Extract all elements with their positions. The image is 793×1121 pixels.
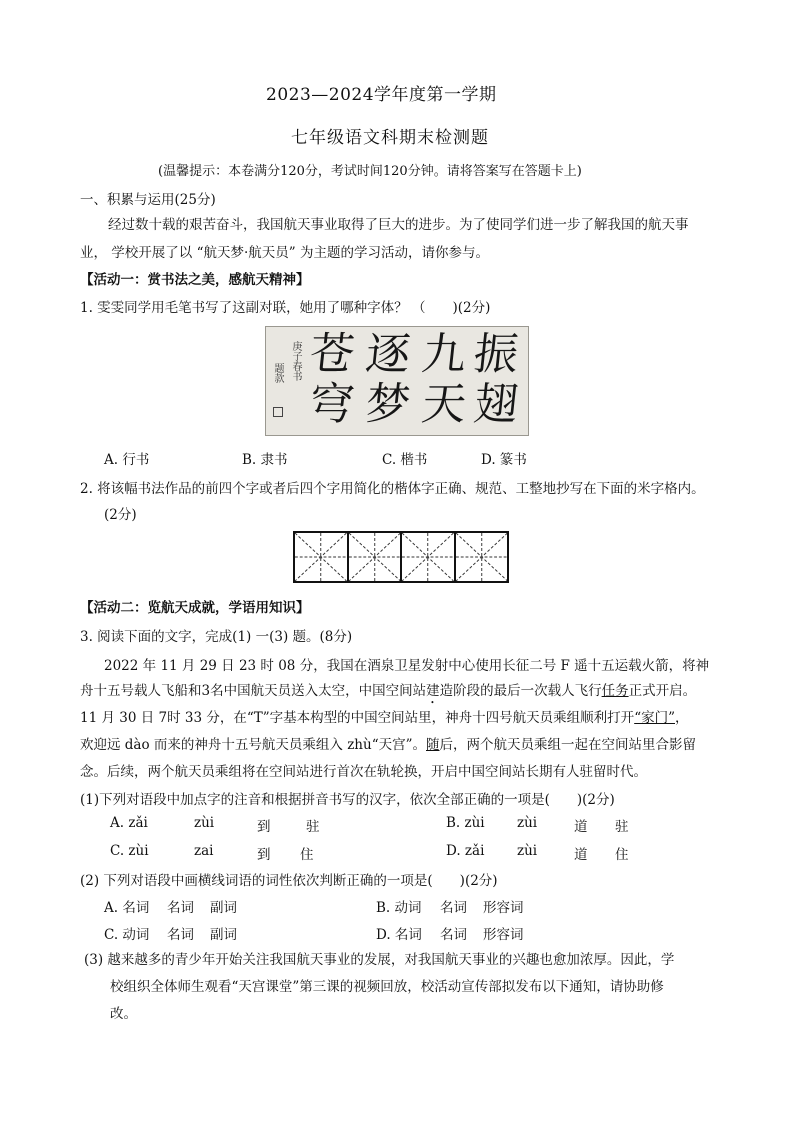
q1-option-a: A. 行书 bbox=[104, 452, 150, 468]
passage-line1: 2022 年 11 月 29 日 23 时 08 分，我国在酒泉卫星发射中心使用长征二号 F 遥十五运载火箭，将神 bbox=[104, 658, 710, 674]
passage-line3-a: 11 月 30 日 7时 33 分，在“T”字基本构型的中国空间站里，神舟十四号航天员乘组顺利打开 bbox=[80, 710, 635, 726]
section1-title: 一、积累与运用(25分) bbox=[80, 192, 216, 208]
mizi-cell bbox=[295, 533, 349, 581]
subquestion3-line1: (3) 越来越多的青少年开始关注我国航天事业的发展，对我国航天事业的兴趣也愈加浓厚。因此，学 bbox=[84, 952, 675, 968]
subquestion3-line3: 改。 bbox=[110, 1006, 137, 1022]
sub1-option-a-1: A. zǎi bbox=[110, 815, 148, 831]
exam-title-line2: 七年级语文科期末检测题 bbox=[291, 128, 489, 148]
sub2-option-a-3: 副词 bbox=[210, 900, 237, 916]
section1-intro-line1: 经过数十载的艰苦奋斗，我国航天事业取得了巨大的进步。为了使同学们进一步了解我国的航天事 bbox=[108, 217, 689, 233]
question2-line2: (2分) bbox=[104, 507, 137, 523]
mizi-cell bbox=[456, 533, 508, 581]
question1: 1. 雯雯同学用毛笔书写了这副对联，她用了哪种字体？ （ )(2分) bbox=[80, 300, 491, 316]
sub2-option-c-2: 名词 bbox=[167, 927, 194, 943]
mizi-cell bbox=[349, 533, 403, 581]
sub2-option-a-2: 名词 bbox=[167, 900, 194, 916]
calligraphy-char-1: 振 bbox=[471, 329, 521, 380]
sub1-option-a-2: zùi bbox=[194, 815, 215, 831]
sub1-option-b-4: 驻 bbox=[615, 819, 629, 835]
subquestion1: (1)下列对语段中加点字的注音和根据拼音书写的汉字，依次全部正确的一项是( )(2分) bbox=[80, 792, 615, 808]
calligraphy-inscription: 庚子春书 bbox=[290, 341, 301, 381]
sub1-option-d-1: D. zǎi bbox=[446, 843, 485, 859]
mizi-writing-grid bbox=[293, 531, 509, 583]
sub2-option-b-3: 形容词 bbox=[483, 900, 524, 916]
subquestion3-line2: 校组织全体师生观看“天宫课堂”第三课的视频回放，校活动宣传部拟发布以下通知，请协助修 bbox=[110, 979, 664, 995]
calligraphy-char-6: 梦 bbox=[363, 379, 413, 430]
sub2-option-c-3: 副词 bbox=[210, 927, 237, 943]
passage-line3 bbox=[80, 706, 689, 726]
sub1-option-d-3: 道 bbox=[574, 847, 588, 863]
passage-line4-b: 后，两个航天员乘组一起在空间站里合影留 bbox=[439, 737, 696, 753]
question2-line1: 2. 将该幅书法作品的前四个字或者后四个字用简化的楷体字正确、规范、工整地抄写在下面的米字格内。 bbox=[80, 481, 705, 497]
section1-intro-line2: 业， 学校开展了以 “航天梦·航天员” 为主题的学习活动，请你参与。 bbox=[80, 245, 489, 261]
passage-line4 bbox=[80, 733, 696, 753]
mizi-cell bbox=[402, 533, 456, 581]
sub2-option-d-3: 形容词 bbox=[483, 927, 524, 943]
q1-option-b: B. 隶书 bbox=[242, 452, 288, 468]
underlined-word-suihou: 随 bbox=[426, 737, 440, 753]
calligraphy-couplet-image bbox=[265, 326, 529, 436]
passage-line4-a: 欢迎远 dào 而来的神舟十五号航天员乘组入 zhù“天宫”。 bbox=[80, 737, 426, 753]
sub1-option-b-1: B. zùi bbox=[446, 815, 485, 831]
calligraphy-signature: 题款 bbox=[272, 363, 283, 383]
q1-option-d: D. 篆书 bbox=[481, 452, 527, 468]
sub1-option-b-2: zùi bbox=[517, 815, 538, 831]
dotted-char-jian: 建 bbox=[426, 683, 440, 699]
seal-stamp-icon bbox=[273, 407, 283, 417]
calligraphy-char-8: 穹 bbox=[307, 379, 357, 430]
exam-title-line1: 2023—2024学年度第一学期 bbox=[266, 85, 497, 105]
sub1-option-c-3: 到 bbox=[257, 847, 271, 863]
sub1-option-c-2: zai bbox=[194, 843, 214, 859]
sub2-option-d-2: 名词 bbox=[440, 927, 467, 943]
passage-line2 bbox=[80, 679, 696, 707]
underlined-word-jiamen: “家门” bbox=[634, 710, 675, 726]
q1-option-c: C. 楷书 bbox=[382, 452, 428, 468]
sub1-option-c-1: C. zùi bbox=[110, 843, 149, 859]
activity2-title: 【活动二：览航天成就，学语用知识】 bbox=[80, 600, 310, 616]
sub2-option-d-1: D. 名词 bbox=[376, 927, 422, 943]
calligraphy-char-2: 翅 bbox=[471, 379, 521, 430]
mizi-cell-guides bbox=[402, 533, 454, 581]
calligraphy-char-3: 九 bbox=[419, 329, 469, 380]
question3: 3. 阅读下面的文字，完成(1) 一(3) 题。(8分) bbox=[80, 629, 353, 645]
sub1-option-b-3: 道 bbox=[574, 819, 588, 835]
passage-line2-a: 舟十五号载人飞船和3名中国航天员送入太空，中国空间站 bbox=[80, 683, 427, 699]
calligraphy-char-7: 苍 bbox=[307, 329, 357, 380]
sub2-option-b-2: 名词 bbox=[440, 900, 467, 916]
sub1-option-d-4: 住 bbox=[615, 847, 629, 863]
passage-line3-b: ， bbox=[675, 710, 689, 726]
mizi-cell-guides bbox=[349, 533, 401, 581]
passage-line2-c: 正式开启。 bbox=[628, 683, 697, 699]
sub1-option-c-4: 住 bbox=[300, 847, 314, 863]
calligraphy-char-5: 逐 bbox=[363, 329, 413, 380]
underlined-word-renwu: 任务 bbox=[601, 683, 629, 699]
passage-line5: 念。后续，两个航天员乘组将在空间站进行首次在轨轮换，开启中国空间站长期有人驻留时代。 bbox=[80, 764, 647, 780]
sub1-option-a-4: 驻 bbox=[306, 819, 320, 835]
mizi-cell-guides bbox=[295, 533, 347, 581]
exam-note: (温馨提示：本卷满分120分，考试时间120分钟。请将答案写在答题卡上) bbox=[158, 164, 582, 179]
sub1-option-d-2: zùi bbox=[517, 843, 538, 859]
mizi-cell-guides bbox=[456, 533, 508, 581]
calligraphy-char-4: 天 bbox=[419, 379, 469, 430]
passage-line2-b: 造阶段的最后一次载人飞行 bbox=[439, 683, 602, 699]
sub1-option-a-3: 到 bbox=[257, 819, 271, 835]
sub2-option-c-1: C. 动词 bbox=[104, 927, 150, 943]
sub2-option-a-1: A. 名词 bbox=[104, 900, 150, 916]
activity1-title: 【活动一：赏书法之美，感航天精神】 bbox=[80, 272, 310, 288]
sub2-option-b-1: B. 动词 bbox=[376, 900, 422, 916]
subquestion2: (2) 下列对语段中画横线词语的词性依次判断正确的一项是( )(2分) bbox=[80, 873, 498, 889]
